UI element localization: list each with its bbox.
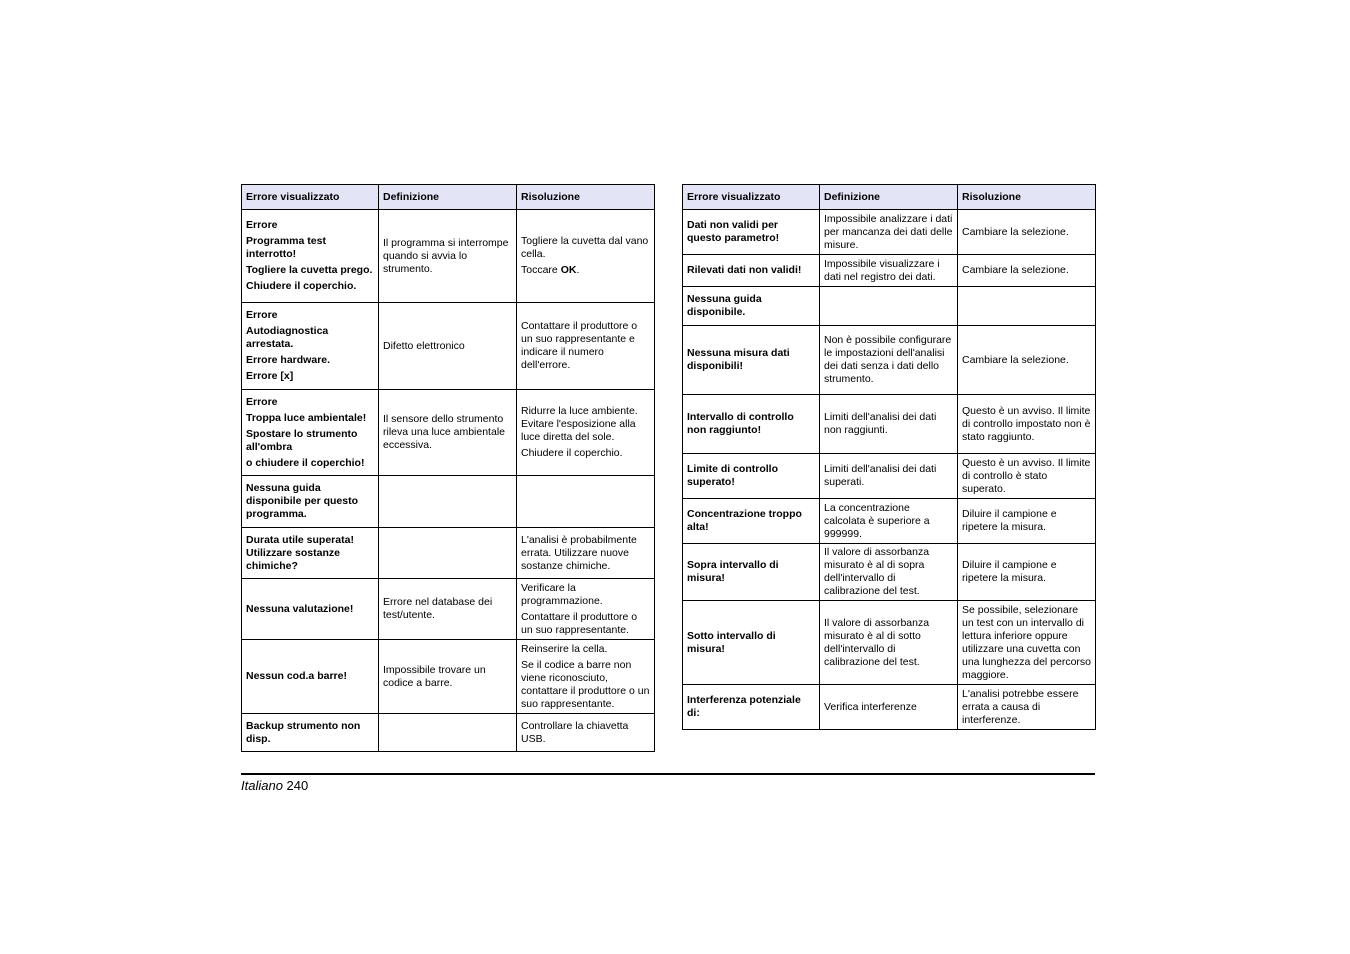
error-cell [683,454,820,499]
definition-cell [820,287,958,326]
cell-line: Programma test interrotto! [246,235,326,260]
cell-line: Impossibile visualizzare i dati nel registro dei dati. [824,257,940,283]
cell-line: Il valore di assorbanza misurato è al di sotto dell'intervallo di calibrazione del test. [824,616,930,668]
table-row [683,255,1096,287]
cell-line: Diluire il campione e ripetere la misura. [962,559,1057,584]
cell-line: Il valore di assorbanza misurato è al di sopra dell'intervallo di calibrazione del test. [824,546,930,597]
cell-line: Dati non validi per questo parametro! [687,219,780,244]
resolution-cell [958,395,1096,454]
error-cell [683,255,820,287]
cell-line: Chiudere il coperchio. [521,447,623,459]
definition-cell [379,303,517,390]
resolution-cell [958,685,1096,730]
header-definition: Definizione [820,185,958,210]
table-row [683,326,1096,395]
definition-cell [820,454,958,499]
cell-line: Questo è un avviso. Il limite di controllo impostato non è stato raggiunto. [962,404,1091,443]
definition-cell [379,640,517,714]
definition-cell [379,476,517,528]
error-cell [683,499,820,544]
cell-line: Togliere la cuvetta prego. [246,264,373,276]
error-cell [683,544,820,601]
table-row [242,714,655,752]
cell-line: Nessuna valutazione! [246,602,354,615]
error-cell [683,395,820,454]
cell-line: Errore nel database dei test/utente. [383,596,493,621]
cell-line: Impossibile analizzare i dati per mancanza dei dati delle misure. [824,212,953,251]
resolution-cell [958,544,1096,601]
definition-cell [379,210,517,303]
table-header-row [683,185,1096,210]
cell-line: Togliere la cuvetta dal vano cella. [521,235,649,260]
definition-cell [379,714,517,752]
table-row [683,601,1096,685]
table-row [242,210,655,303]
footer-divider [241,773,1095,775]
cell-line: Durata utile superata! Utilizzare sostanze chimiche? [246,533,354,572]
table-row [242,579,655,640]
cell-line: Errore hardware. [246,354,331,366]
resolution-cell [958,601,1096,685]
table-header-row [242,185,655,210]
definition-cell [820,544,958,601]
cell-line: Verifica interferenze [824,700,917,713]
cell-line: Nessuna guida disponibile per questo programma. [246,482,359,520]
table-row [683,287,1096,326]
header-resolution: Risoluzione [958,185,1096,210]
table-row [683,454,1096,499]
definition-cell [820,395,958,454]
resolution-cell [517,714,655,752]
cell-line: Questo è un avviso. Il limite di controllo è stato superato. [962,456,1091,495]
error-cell [242,476,379,528]
table-row [683,395,1096,454]
cell-line: Concentrazione troppo alta! [687,508,802,533]
footer-page-number: 240 [286,778,309,793]
cell-line: o chiudere il coperchio! [246,456,365,469]
table-row [683,499,1096,544]
resolution-cell [958,287,1096,326]
resolution-cell [958,326,1096,395]
definition-cell [820,601,958,685]
cell-line: Errore [246,309,278,321]
cell-line: Non è possibile configurare le impostazioni dell'analisi dei dati senza i dati dello strumento. [824,334,952,385]
cell-line: Rilevati dati non validi! [687,264,802,276]
error-cell [242,303,379,390]
error-table-right [682,184,1096,730]
cell-line: Toccare OK. [521,264,580,276]
error-cell [683,326,820,395]
cell-line: Backup strumento non disp. [246,719,361,745]
error-cell [683,287,820,326]
header-definition: Definizione [379,185,517,210]
table-row [683,210,1096,255]
error-cell [242,390,379,476]
table-row [242,476,655,528]
error-cell [242,528,379,579]
definition-cell [820,326,958,395]
resolution-cell [517,528,655,579]
cell-line: Cambiare la selezione. [962,225,1069,238]
error-cell [242,640,379,714]
cell-line: Ridurre la luce ambiente. Evitare l'esposizione alla luce diretta del sole. [521,405,638,443]
resolution-cell [958,210,1096,255]
error-cell [242,579,379,640]
cell-line: Il sensore dello strumento rileva una luce ambientale eccessiva. [383,413,505,451]
cell-line: Interferenza potenziale di: [687,694,801,719]
error-table-left [241,184,655,752]
cell-line: Controllare la chiavetta USB. [521,719,629,745]
cell-line: Nessuna misura dati disponibili! [687,347,790,372]
header-error-displayed: Errore visualizzato [683,185,820,210]
cell-line: Intervallo di controllo non raggiunto! [687,411,794,436]
cell-line: Spostare lo strumento all'ombra [246,427,358,453]
resolution-cell [517,303,655,390]
cell-line: L'analisi è probabilmente errata. Utilizzare nuove sostanze chimiche. [521,533,637,572]
cell-line: Contattare il produttore o un suo rappresentante. [521,610,638,636]
cell-line: Difetto elettronico [383,339,465,352]
cell-line: Autodiagnostica arrestata. [246,325,329,350]
cell-line: Sopra intervallo di misura! [687,559,779,584]
resolution-cell [517,640,655,714]
cell-line: Impossibile trovare un codice a barre. [383,663,486,689]
definition-cell [820,685,958,730]
error-cell [683,210,820,255]
cell-line: Cambiare la selezione. [962,264,1069,276]
cell-line: Limite di controllo superato! [687,463,778,488]
cell-line: Troppa luce ambientale! [246,411,367,424]
definition-cell [379,390,517,476]
resolution-cell [517,390,655,476]
cell-line: Nessuna guida disponibile. [687,293,762,318]
table-row [242,390,655,476]
cell-line: Reinserire la cella. [521,642,608,655]
error-cell [242,210,379,303]
page-footer [241,778,308,793]
header-resolution: Risoluzione [517,185,655,210]
header-error-displayed: Errore visualizzato [242,185,379,210]
resolution-cell [517,579,655,640]
cell-line: Diluire il campione e ripetere la misura. [962,508,1057,533]
definition-cell [820,255,958,287]
definition-cell [379,579,517,640]
error-cell [683,685,820,730]
error-cell [242,714,379,752]
table-row [242,528,655,579]
cell-line: Se possibile, selezionare un test con un intervallo di lettura inferiore oppure utilizzare una cuvetta con una lunghezza del percorso maggiore. [962,603,1092,681]
table-row [242,640,655,714]
resolution-cell [517,210,655,303]
table-row [242,303,655,390]
definition-cell [820,499,958,544]
cell-line: Limiti dell'analisi dei dati superati. [824,463,937,488]
cell-line: L'analisi potrebbe essere errata a causa di interferenze. [962,687,1079,726]
definition-cell [379,528,517,579]
resolution-cell [958,499,1096,544]
cell-line: Contattare il produttore o un suo rappresentante e indicare il numero dell'errore. [521,320,638,371]
resolution-cell [958,454,1096,499]
table-row [683,685,1096,730]
resolution-cell [958,255,1096,287]
cell-line: Errore [246,219,278,231]
cell-line: Chiudere il coperchio. [246,280,357,292]
cell-line: Errore [246,395,278,408]
cell-line: Se il codice a barre non viene riconosciuto, contattare il produttore o un suo rappresentante. [521,658,650,710]
cell-line: Errore [x] [246,370,294,382]
cell-line: La concentrazione calcolata è superiore a 999999. [824,501,930,540]
footer-language: Italiano [241,778,283,793]
cell-line: Sotto intervallo di misura! [687,629,776,655]
resolution-cell [517,476,655,528]
table-row [683,544,1096,601]
cell-line: Il programma si interrompe quando si avvia lo strumento. [383,236,509,275]
cell-line: Limiti dell'analisi dei dati non raggiunti. [824,411,937,436]
cell-line: Cambiare la selezione. [962,353,1069,366]
cell-line: Verificare la programmazione. [521,581,603,607]
error-cell [683,601,820,685]
ok-keyword: OK [560,264,577,276]
definition-cell [820,210,958,255]
cell-line: Nessun cod.a barre! [246,670,347,682]
